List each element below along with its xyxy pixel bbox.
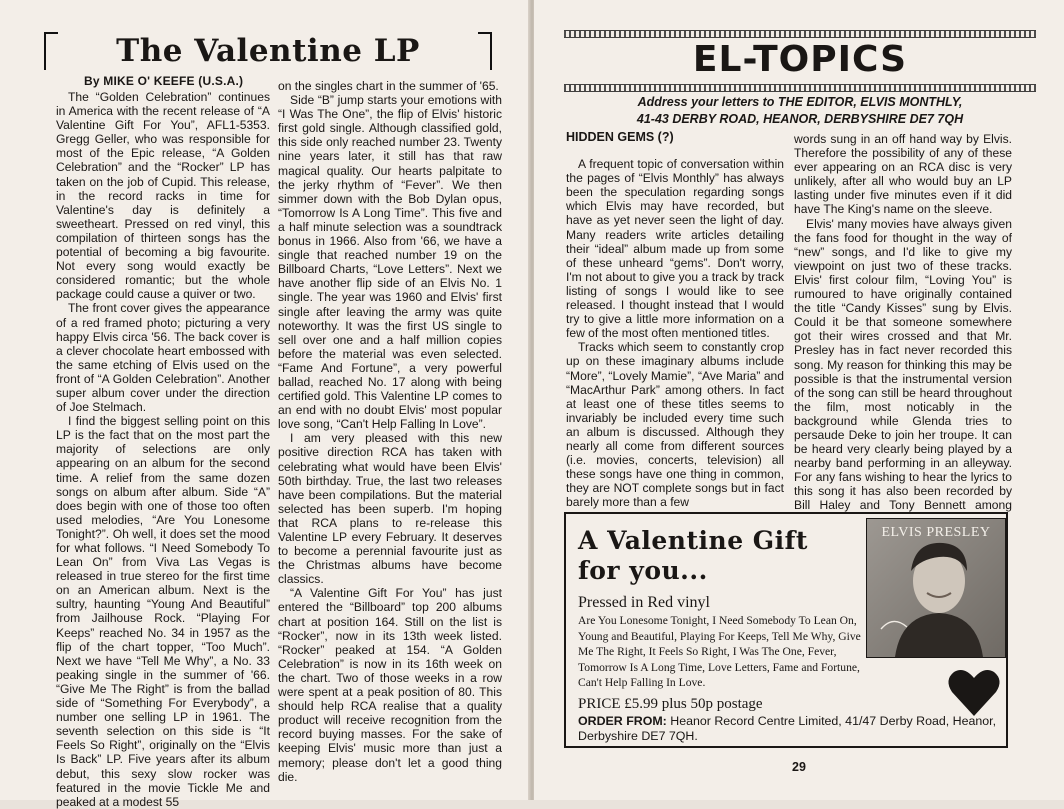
address-line-2: 41-43 DERBY ROAD, HEANOR, DERBYSHIRE DE7 7QH [636,112,964,126]
address-line-1: Address your letters to THE EDITOR, ELVIS MONTHLY, [637,95,963,109]
paragraph: on the singles chart in the summer of '65. [278,79,499,93]
byline: By MIKE O' KEEFE (U.S.A.) [84,74,244,88]
decorative-rule-top [564,30,1036,38]
right-column-1 [566,130,784,510]
left-page [0,0,530,809]
paragraph: I am very pleased with this new positive direction RCA has taken with celebrating what would have been Elvis' 50th birthday. True, the last two releases have been compilations. But the material selected has been superb. I'm hoping that RCA plans to re-release this Valentine LP every February. It deserves to become a perennial favourite just as the Christmas albums have become classics. [278,431,502,587]
paragraph: words sung in an off hand way by Elvis. Therefore the possibility of any of these ever appearing on an RCA disc is very unlikely, after all who would buy an LP lasting under five minutes even if it did have The King's name on the sleeve. [794,132,1012,217]
paragraph: Elvis' many movies have always given the fans food for thought in the way of “new” songs, and I'd like to give my viewpoint on just two of these tracks. Elvis' first colour film, “Loving You” is rumoured to have originally contained the title “Candy Kisses” sung by Elvis. Could it be that someone somewhere got their wires crossed and that Mr. Presley has in fact never recorded this song. My reason for thinking this may be possible is that the instrumental version of the song can still be heard throughout the film, most noticably in the background while Glenda tries to persaude Deke to join her troupe. It can be heard very clearly being played by a nearby band performing in an alleyway. For any fans wishing to hear the lyrics to this song it has also been recorded by Bill Haley and Tony Bennett among [794,216,1012,513]
paragraph: Tracks which seem to constantly crop up on these imaginary albums include “More”, “Lovely Mamie”, “Ave Maria” and “MacArthur Park” among others. In fact at least one of these titles seems to invariably be included every time such an album is discussed. Although they nearly all come from different sources (i.e. movies, concerts, television) all these songs have one thing in common, they are NOT complete songs but in fact barely more than a few [566,340,784,510]
valentine-ad [564,512,1008,748]
paragraph: A frequent topic of conversation within the pages of “Elvis Monthly” has always been the speculation regarding songs which Elvis may have recorded, but have as yet never seen the light of day. Many readers write articles detailing their “ideal” album made up from some of these unheard “gems”. Don't worry, I'm not about to give you a track by track listing of songs I would like to see released. I thought instead that I would try to give a little more information on a few of the most often mentioned titles. [566,157,784,341]
left-column-2 [278,79,502,784]
ad-price: PRICE £5.99 plus 50p postage [578,696,763,712]
page-number: 29 [792,760,806,774]
section-title: EL-TOPICS [692,39,908,80]
sleeve-name: ELVIS PRESLEY [881,525,991,540]
paragraph: I find the biggest selling point on this LP is the fact that on the most part the majority of selections are only appearing on an album for the second time. A relief from the same dozen songs on album after album. Side “A” does begin with one of those too often used melodies, “Are You Lonesome Tonight?”. Oh well, it does set the mood for what follows. “I Need Somebody To Lean On” from Viva Las Vegas is released in true stereo for the first time on an American album. Next is the sultry, haunting “Young And Beautiful” from Jailhouse Rock. “Playing For Keeps” reached No. 34 in 1957 as the flip of the chart topper, “Too Much”. Next we have “Tell Me Why”, a No. 33 peaking single in the summer of '66. “Give Me The Right” is from the ballad side of “Something For Everybody”, a number one selling LP in 1961. The seventh selection on this side is “It Feels So Right”, originally on the “Elvis Is Back” LP. Five years after its album debut, this sexy slow rocker was featured in the movie Tickle Me and peaked at a modest 55 [56,414,270,809]
ad-order-info [578,714,998,744]
article-title: The Valentine LP [116,33,420,69]
right-page [534,0,1064,800]
frame-corner-left [44,32,58,70]
paragraph: The “Golden Celebration” continues in America with the recent release of “A Valentine Gift For You”, AFL1-5353. Gregg Geller, who was responsible for most of the Epic release, “A Golden Celebration” and the “Rocker” LP has taken on the job of Cupid. This release, in the record racks in time for Valentine's day is definitely a sweetheart. Pressed on red vinyl, this compilation of thirteen songs has the potential of becoming a big favourite. Not every song would exactly be considered romantic; but the whole package could cause a quiver or two. [56,90,270,302]
left-column-1 [56,90,270,809]
ad-track-list: Are You Lonesome Tonight, I Need Somebody To Lean On, Young and Beautiful, Playing For Keeps, Tell Me Why, Give Me The Right, It Feels So Right, I Was The One, Fever, Tomorrow Is A Long Time, Love Letters, Fame and Fortune, Can't Help Falling In Love. [578,614,861,689]
editor-address [574,94,1026,128]
title-frame [44,32,492,70]
order-address: Heanor Record Centre Limited, 41/47 Derby Road, Heanor, Derbyshire DE7 7QH. [578,714,997,743]
paragraph: “A Valentine Gift For You” has just entered the “Billboard” top 200 albums chart at position 164. Still on the list is “Rocker”, now in its 13th week listed. “Rocker” peaked at 154. “A Golden Celebration” is now in its 16th week on the chart. Two of those weeks in a row were spent at a peak position of 80. This should help RCA realise that a quality product will receive recognition from the record buying masses. For the sake of keeping Elvis' music more than just a memory; please don't let a good thing die. [278,586,502,784]
paragraph: The front cover gives the appearance of a red framed photo; picturing a very happy Elvis circa '56. The back cover is a clever chocolate heart embossed with the same etching of Elvis used on the front of “A Golden Celebration”. Another super album cover under the direction of Joe Stelmach. [56,301,270,415]
ad-title [578,526,808,586]
ad-title-line-1: A Valentine Gift [578,526,808,555]
paragraph: Side “B” jump starts your emotions with “I Was The One”, the flip of Elvis' historic first gold single. Although classified gold, this side only reached number 23. Twenty nine years later, it still has that raw magical quality. Our hearts palpitate to the jerky rhythm of “Fever”. We then simmer down with the Bob Dylan opus, “Tomorrow Is A Long Time”. This five and a half minute selection was a soundtrack bonus in 1966. Also from '66, we have a single that reached number 19 on the Billboard Charts, “Love Letters”. Next we have another flip side of an Elvis No. 1 single. The year was 1960 and Elvis' first single after leaving the army was quite noteworthy. It was the first US single to sell over one and a half million copies before the material was even selected. “Fame And Fortune”, a very powerful ballad, reached No. 17 along with being certified gold. This Valentine LP comes to an end with no doubt Elvis' most popular love song, “Can't Help Falling In Love”. [278,93,502,432]
ad-subtitle: Pressed in Red vinyl [578,594,710,611]
ad-title-line-2: for you... [578,556,708,585]
heart-icon [946,664,1002,720]
order-label: ORDER FROM: [578,714,667,728]
right-column-2 [794,132,1012,512]
frame-corner-right [478,32,492,70]
article-heading: HIDDEN GEMS (?) [566,130,674,144]
decorative-rule-bottom [564,84,1036,92]
album-cover-photo [866,518,1006,658]
